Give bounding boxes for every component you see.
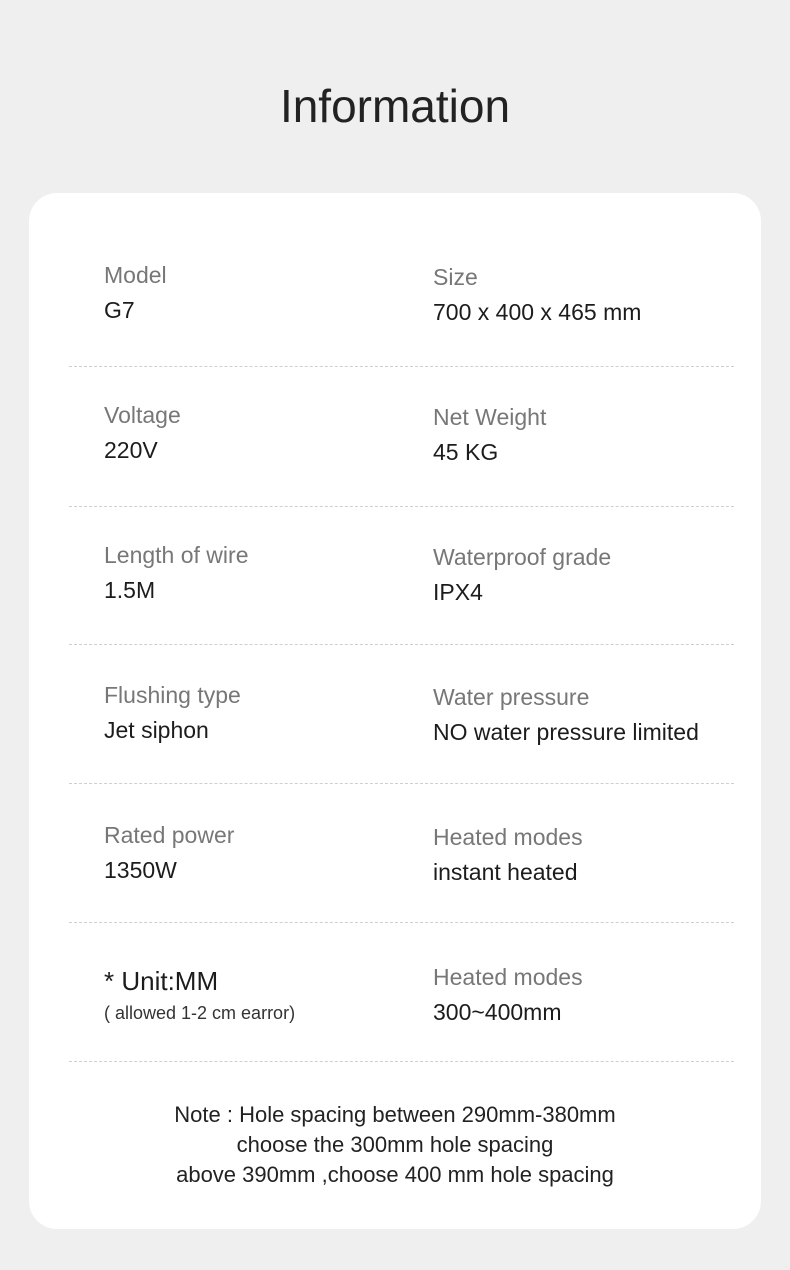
spec-label: Heated modes <box>433 824 583 850</box>
spec-value: 1.5M <box>104 577 156 603</box>
spec-flushing-type <box>104 681 241 744</box>
spec-value: 1350W <box>104 857 177 883</box>
note-line: above 390mm ,choose 400 mm hole spacing <box>176 1162 614 1187</box>
spec-label: Size <box>433 264 478 290</box>
spec-wire-length <box>104 541 248 604</box>
spec-heated-modes <box>433 823 583 886</box>
spec-value: 300~400mm <box>433 999 562 1025</box>
spec-label: Model <box>104 262 167 288</box>
info-card <box>29 193 761 1229</box>
unit-info <box>104 966 295 1024</box>
spec-value: NO water pressure limited <box>433 719 699 745</box>
page-title: Information <box>279 80 511 132</box>
spec-value: Jet siphon <box>104 717 209 743</box>
spec-row-power-heated <box>29 821 761 961</box>
spec-label: Flushing type <box>104 682 241 708</box>
row-divider <box>69 644 734 645</box>
spec-label: Net Weight <box>433 404 547 430</box>
spec-label: Water pressure <box>433 684 590 710</box>
spec-row-model-size <box>29 261 761 401</box>
spec-row-wire-waterproof <box>29 541 761 681</box>
row-divider <box>69 366 734 367</box>
spec-label: Heated modes <box>433 964 583 990</box>
spec-row-unit-spacing <box>29 961 761 1101</box>
hole-spacing-note <box>29 1100 761 1190</box>
spec-value: G7 <box>104 297 135 323</box>
spec-value: 45 KG <box>433 439 499 465</box>
unit-title: * Unit:MM <box>104 966 219 996</box>
row-divider <box>69 922 734 923</box>
row-divider <box>69 1061 734 1062</box>
spec-size <box>433 263 641 326</box>
spec-row-flushing-pressure <box>29 681 761 821</box>
row-divider <box>69 783 734 784</box>
spec-rated-power <box>104 821 234 884</box>
row-divider <box>69 506 734 507</box>
note-line: choose the 300mm hole spacing <box>236 1132 554 1157</box>
spec-model <box>104 261 167 324</box>
spec-voltage <box>104 401 181 464</box>
spec-value: instant heated <box>433 859 578 885</box>
spec-value: 700 x 400 x 465 mm <box>433 299 642 325</box>
spec-value: IPX4 <box>433 579 483 605</box>
note-line: Note : Hole spacing between 290mm-380mm <box>174 1102 616 1127</box>
spec-label: Rated power <box>104 822 235 848</box>
spec-hole-spacing <box>433 963 583 1026</box>
spec-waterproof-grade <box>433 543 611 606</box>
spec-water-pressure <box>433 683 699 746</box>
spec-label: Waterproof grade <box>433 544 612 570</box>
unit-note: ( allowed 1-2 cm earror) <box>104 1003 296 1023</box>
spec-value: 220V <box>104 437 158 463</box>
spec-label: Length of wire <box>104 542 249 568</box>
spec-net-weight <box>433 403 546 466</box>
spec-label: Voltage <box>104 402 181 428</box>
spec-row-voltage-weight <box>29 401 761 541</box>
